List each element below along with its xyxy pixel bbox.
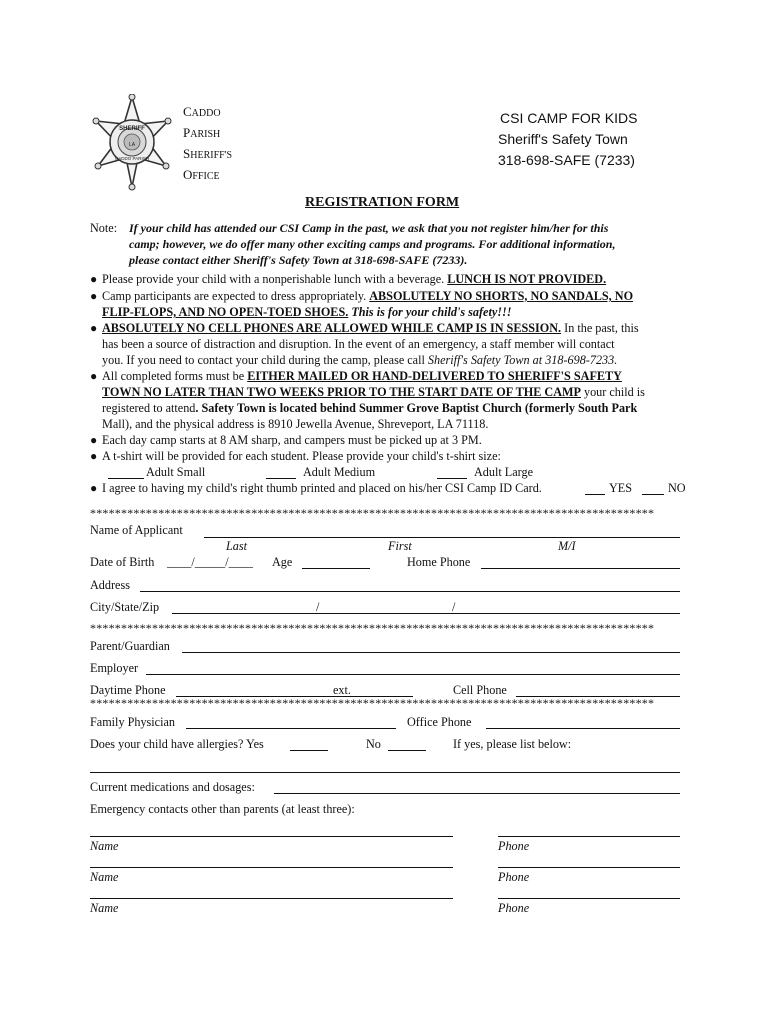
note-label: Note: — [90, 221, 118, 235]
physician-input[interactable] — [186, 728, 396, 729]
medications-input[interactable] — [274, 793, 680, 794]
separator: ******************************************************************************************* — [90, 622, 655, 634]
allergies-no-input[interactable] — [388, 750, 426, 751]
medications-label: Current medications and dosages: — [90, 780, 255, 794]
address-label: Address — [90, 578, 130, 592]
size-small-blank[interactable] — [108, 478, 144, 479]
separator: ******************************************************************************************* — [90, 697, 655, 709]
note-line-3: please contact either Sheriff's Safety Town at 318-698-SAFE (7233). — [129, 253, 468, 267]
city-slash-2: / — [452, 600, 456, 614]
org-line-sheriffs: SHERIFF'S — [183, 146, 233, 161]
badge-top-text: SHERIFF — [119, 126, 145, 132]
age-label: Age — [272, 555, 293, 569]
allergies-list-input[interactable] — [90, 772, 680, 773]
thumb-yes-blank[interactable] — [585, 494, 605, 495]
emergency-name-1-input[interactable] — [90, 836, 453, 837]
dob-input[interactable]: ____/_____/____ — [167, 555, 253, 569]
allergies-no-label: No — [366, 737, 381, 751]
org-line-caddo: CADDO — [183, 104, 221, 119]
city-slash-1: / — [316, 600, 320, 614]
applicant-name-input[interactable] — [204, 537, 680, 538]
allergies-yes-input[interactable] — [290, 750, 328, 751]
age-input[interactable] — [302, 568, 370, 569]
bullet-forms-line4: Mall), and the physical address is 8910 Jewella Avenue, Shreveport, LA 71118. — [102, 417, 489, 431]
emergency-name-3-input[interactable] — [90, 898, 453, 899]
bullet-dot: ● — [90, 272, 98, 286]
office-phone-input[interactable] — [486, 728, 680, 729]
employer-label: Employer — [90, 661, 139, 675]
home-phone-input[interactable] — [481, 568, 680, 569]
thumb-no-label: NO — [668, 481, 686, 495]
emergency-name-2-caption: Name — [90, 870, 119, 884]
office-phone-label: Office Phone — [407, 715, 472, 729]
emergency-name-3-caption: Name — [90, 901, 119, 915]
emergency-phone-3-caption: Phone — [498, 901, 530, 915]
bullet-forms-line3: registered to attend. Safety Town is located behind Summer Grove Baptist Church (formerly South Park — [102, 401, 638, 415]
bullet-dot: ● — [90, 321, 98, 335]
bullet-dot: ● — [90, 481, 98, 495]
emergency-phone-2-caption: Phone — [498, 870, 530, 884]
separator: ******************************************************************************************* — [90, 507, 655, 519]
bullet-tshirt: A t-shirt will be provided for each student. Please provide your child's t-shirt size: — [102, 449, 501, 463]
bullet-dot: ● — [90, 289, 98, 303]
guardian-label: Parent/Guardian — [90, 639, 170, 653]
bullet-phones-line2: has been a source of distraction and disruption. In the event of an emergency, a staff member will contact — [102, 337, 615, 351]
employer-input[interactable] — [146, 674, 680, 675]
emergency-phone-1-caption: Phone — [498, 839, 530, 853]
camp-subtitle: Sheriff's Safety Town — [498, 131, 628, 147]
allergies-list-label: If yes, please list below: — [453, 737, 572, 751]
org-line-parish: PARISH — [183, 125, 221, 140]
thumb-yes-label: YES — [609, 481, 633, 495]
bullet-forms-line1: All completed forms must be EITHER MAILED OR HAND-DELIVERED TO SHERIFF'S SAFETY — [102, 369, 622, 383]
bullet-forms-line2: TOWN NO LATER THAN TWO WEEKS PRIOR TO THE START DATE OF THE CAMP your child is — [102, 385, 645, 399]
home-phone-label: Home Phone — [407, 555, 471, 569]
ext-label: ext. — [333, 683, 351, 697]
last-caption: Last — [226, 539, 248, 553]
note-line-1: If your child has attended our CSI Camp in the past, we ask that you not register him/her for this — [129, 221, 609, 235]
emergency-phone-3-input[interactable] — [498, 898, 680, 899]
emergency-name-2-input[interactable] — [90, 867, 453, 868]
note-line-2: camp; however, we do offer many other exciting camps and programs. For additional information, — [129, 237, 616, 251]
first-caption: First — [388, 539, 412, 553]
bullet-phones-line3: you. If you need to contact your child during the camp, please call Sheriff's Safety Town at 318-698-7233. — [102, 353, 618, 367]
thumb-no-blank[interactable] — [642, 494, 664, 495]
bullet-dot: ● — [90, 433, 98, 447]
bullet-camp-start: Each day camp starts at 8 AM sharp, and campers must be picked up at 3 PM. — [102, 433, 482, 447]
size-medium-label: Adult Medium — [303, 465, 376, 479]
bullet-phones-line1: ABSOLUTELY NO CELL PHONES ARE ALLOWED WHILE CAMP IS IN SESSION. In the past, this — [102, 321, 639, 335]
emergency-name-1-caption: Name — [90, 839, 119, 853]
sheriff-badge-logo — [88, 94, 176, 192]
guardian-input[interactable] — [182, 652, 680, 653]
org-line-office: OFFICE — [183, 167, 220, 182]
camp-phone: 318-698-SAFE (7233) — [498, 152, 635, 168]
bullet-thumb: I agree to having my child's right thumb printed and placed on his/her CSI Camp ID Card. — [102, 481, 542, 495]
badge-bottom-text: CADDO PARISH — [115, 156, 149, 161]
mi-caption: M/I — [558, 539, 576, 553]
physician-label: Family Physician — [90, 715, 175, 729]
size-small-label: Adult Small — [146, 465, 206, 479]
emergency-phone-2-input[interactable] — [498, 867, 680, 868]
allergies-label: Does your child have allergies? Yes — [90, 737, 264, 751]
emergency-phone-1-input[interactable] — [498, 836, 680, 837]
bullet-dress-line2: FLIP-FLOPS, AND NO OPEN-TOED SHOES. This is for your child's safety!!! — [102, 305, 512, 319]
camp-title: CSI CAMP FOR KIDS — [500, 110, 638, 126]
address-input[interactable] — [140, 591, 680, 592]
bullet-dot: ● — [90, 449, 98, 463]
form-title: REGISTRATION FORM — [305, 195, 460, 210]
badge-state-text: LA — [128, 142, 136, 148]
bullet-dot: ● — [90, 369, 98, 383]
applicant-name-label: Name of Applicant — [90, 523, 183, 537]
size-large-blank[interactable] — [437, 478, 467, 479]
dob-label: Date of Birth — [90, 555, 155, 569]
emergency-contacts-label: Emergency contacts other than parents (at least three): — [90, 802, 355, 816]
bullet-lunch: Please provide your child with a nonperishable lunch with a beverage. LUNCH IS NOT PROVIDED. — [102, 272, 607, 286]
daytime-phone-label: Daytime Phone — [90, 683, 166, 697]
size-large-label: Adult Large — [474, 465, 534, 479]
size-medium-blank[interactable] — [266, 478, 296, 479]
bullet-dress-line1: Camp participants are expected to dress appropriately. ABSOLUTELY NO SHORTS, NO SANDALS, NO — [102, 289, 634, 303]
city-state-zip-label: City/State/Zip — [90, 600, 160, 614]
city-input[interactable] — [172, 613, 680, 614]
cell-phone-label: Cell Phone — [453, 683, 507, 697]
